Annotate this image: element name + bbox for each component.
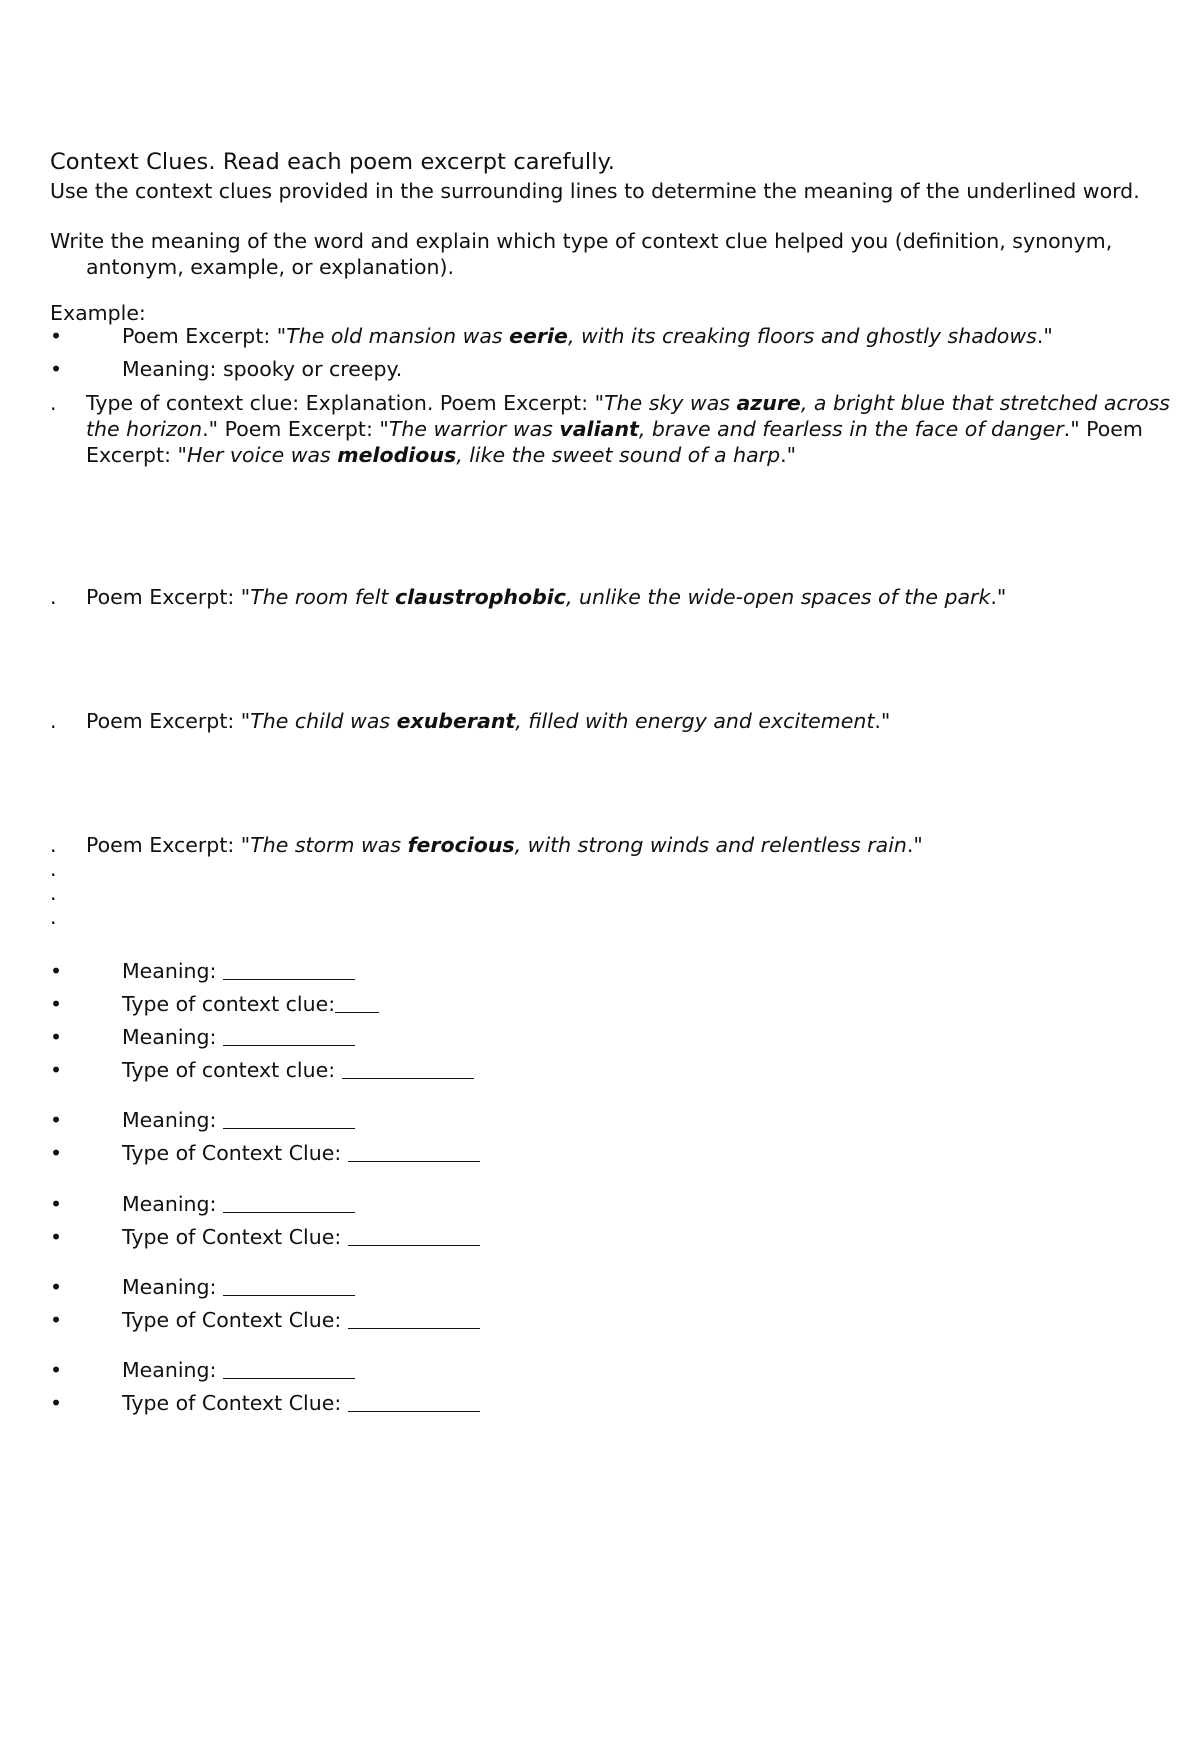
meaning-blank[interactable] <box>223 1275 355 1296</box>
vocab-word: azure <box>736 391 801 415</box>
combined-item: . Type of context clue: Explanation. Poem Excerpt: "The sky was azure, a bright blue that stretched across the horizon." Poem Excerpt: "The warrior was valiant, brave and fearless in the face of danger." Poem Excerpt: "Her voice was melodious, like the sweet sound of a harp." <box>50 391 1170 467</box>
instruction-1: Use the context clues provided in the surrounding lines to determine the meaning of the underlined word. <box>50 179 1140 203</box>
meaning-blank[interactable] <box>223 1108 355 1129</box>
worksheet-page: Context Clues. Read each poem excerpt carefully. Use the context clues provided in the surrounding lines to determine the meaning of the underlined word. Write the meaning of the word and explain which type of context clue helped you (definition, synonym, antonym, example, or explanation). Example: • Poem Excerpt: "The old mansion was eerie, with its creaking floors and ghostly shadows." • Meaning: spooky or creepy. . Type of context clue: Explanation. Poem Excerpt: "The sky was azure, a bright blue that stretched across the horizon." Poem Excerpt: "The warrior was valiant, brave and fearless in the face of danger." Poem Excerpt: "Her voice was melodious, like the sweet sound of a harp." . Poem Excerpt: "The room felt claustrophobic, unlike the wide-open spaces of the park." . Poem Excerpt: "The child was exuberant, filled with energy and excitement." . Poem Excerpt: "The storm was ferocious, with strong winds and relentless rain." . . . • Meaning: • Type of context clue: • Meaning: • Type of context clue: • Meaning: • Type of Context Clue: • Meaning: • Type of Context Clue: • Meaning: • Type of Context Clue: • Meaning: • Type of Context Clue: <box>0 0 1200 1747</box>
vocab-word: claustrophobic <box>394 585 566 609</box>
meaning-blank[interactable] <box>223 959 355 980</box>
meaning-blank[interactable] <box>223 1358 355 1379</box>
type-blank[interactable] <box>335 992 379 1013</box>
example-label: Example: <box>50 301 146 325</box>
bullet: • <box>50 357 63 381</box>
vocab-word: melodious <box>337 443 457 467</box>
type-blank[interactable] <box>348 1308 480 1329</box>
meaning-blank[interactable] <box>223 1025 355 1046</box>
item-marker: . <box>50 391 57 415</box>
item-marker: . <box>50 709 57 733</box>
vocab-word: exuberant <box>396 709 516 733</box>
page-title: Context Clues. Read each poem excerpt carefully. <box>50 149 616 175</box>
type-blank[interactable] <box>348 1225 480 1246</box>
type-blank[interactable] <box>348 1141 480 1162</box>
bullet: • <box>50 324 63 348</box>
vocab-word: valiant <box>559 417 639 441</box>
meaning-blank[interactable] <box>223 1192 355 1213</box>
item-marker: . <box>50 585 57 609</box>
type-blank[interactable] <box>348 1391 480 1412</box>
instruction-2: Write the meaning of the word and explain which type of context clue helped you (definition, synonym, antonym, example, or explanation). <box>50 229 1113 279</box>
vocab-word: ferocious <box>407 833 515 857</box>
vocab-word: eerie <box>509 324 568 348</box>
type-blank[interactable] <box>342 1058 474 1079</box>
item-marker: . <box>50 833 57 857</box>
